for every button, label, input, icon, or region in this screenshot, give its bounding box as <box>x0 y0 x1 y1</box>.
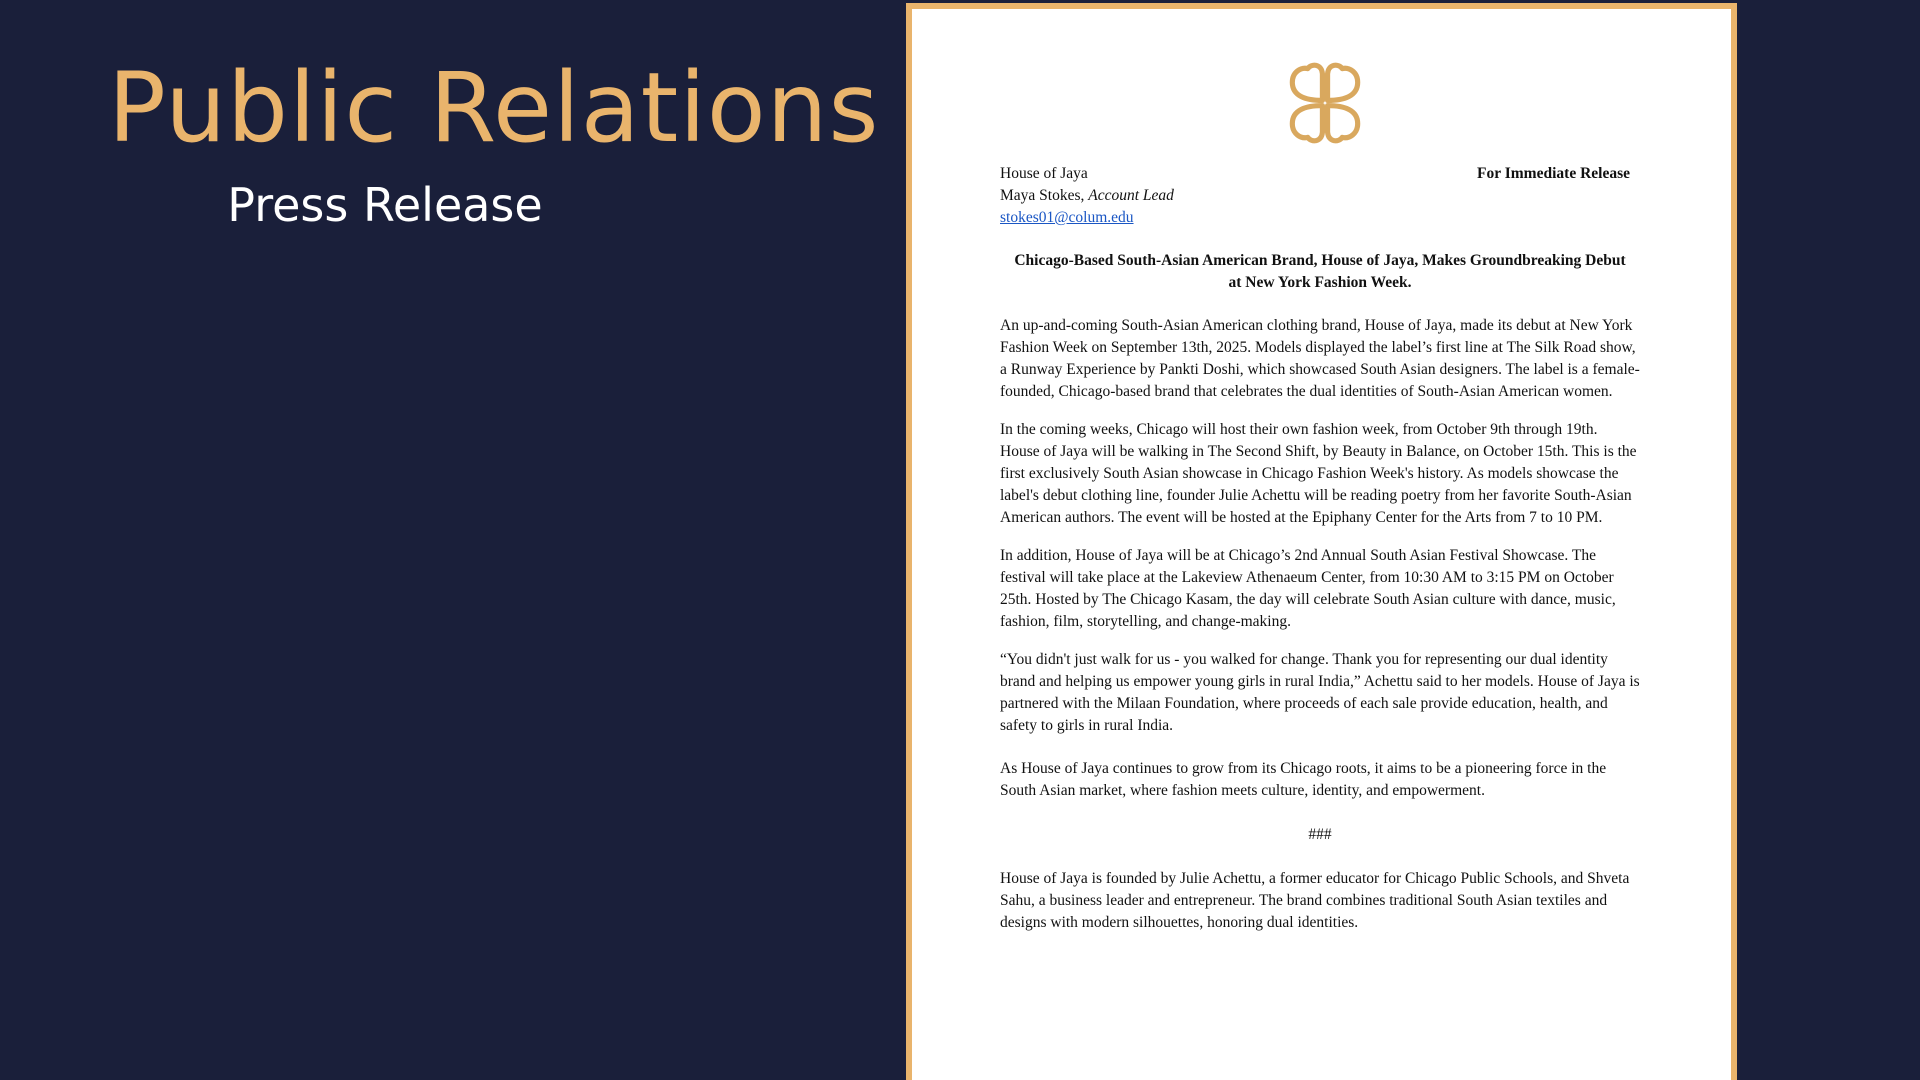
press-release-document <box>906 3 1737 1080</box>
body-paragraph: In addition, House of Jaya will be at Chicago’s 2nd Annual South Asian Festival Showcase. The festival will take place at the Lakeview Athenaeum Center, from 10:30 AM to 3:15 PM on October 25th. Hosted by The Chicago Kasam, the day will celebrate South Asian culture with dance, music, fashion, film, storytelling, and change-making. <box>1000 547 1616 630</box>
quatrefoil-heart-logo-icon <box>1282 60 1368 146</box>
body-paragraph: As House of Jaya continues to grow from its Chicago roots, it aims to be a pioneering force in the South Asian market, where fashion meets culture, identity, and empowerment. <box>1000 760 1607 799</box>
press-release-body <box>1000 163 1640 934</box>
contact-name: Maya Stokes, <box>1000 187 1089 204</box>
slide-title-panel <box>0 0 905 1080</box>
organization-name: House of Jaya <box>1000 165 1088 182</box>
body-paragraph: In the coming weeks, Chicago will host their own fashion week, from October 9th through 19th. House of Jaya will be walking in The Second Shift, by Beauty in Balance, on October 15th. This is the first exclusively South Asian showcase in Chicago Fashion Week's history. As models showcase the label's debut clothing line, founder Julie Achettu will be reading poetry from her favorite South-Asian American authors. The event will be hosted at the Epiphany Center for the Arts from 7 to 10 PM. <box>1000 421 1637 526</box>
about-paragraph: House of Jaya is founded by Julie Achettu, a former educator for Chicago Public Schools, and Shveta Sahu, a business leader and entrepreneur. The brand combines traditional South Asian textiles and designs with modern silhouettes, honoring dual identities. <box>1000 870 1630 931</box>
press-release-header <box>1000 163 1640 229</box>
end-separator: ### <box>1308 826 1332 843</box>
body-paragraph: An up-and-coming South-Asian American clothing brand, House of Jaya, made its debut at New York Fashion Week on September 13th, 2025. Models displayed the label’s first line at The Silk Road show, a Runway Experience by Pankti Doshi, which showcased South Asian designers. The label is a female-founded, Chicago-based brand that celebrates the dual identities of South-Asian American women. <box>1000 317 1640 400</box>
contact-line <box>1000 185 1640 207</box>
body-paragraph: “You didn't just walk for us - you walked for change. Thank you for representing our dual identity brand and helping us empower young girls in rural India,” Achettu said to her models. House of Jaya is partnered with the Milaan Foundation, where proceeds of each sale provide education, health, and safety to girls in rural India. <box>1000 651 1640 734</box>
slide-subtitle: Press Release <box>227 178 543 232</box>
slide-title: Public Relations <box>108 52 880 164</box>
contact-email-link[interactable]: stokes01@colum.edu <box>1000 209 1134 226</box>
release-tag: For Immediate Release <box>1477 165 1630 182</box>
contact-role: Account Lead <box>1088 187 1174 204</box>
press-release-headline: Chicago-Based South-Asian American Brand, House of Jaya, Makes Groundbreaking Debut at New York Fashion Week. <box>1014 252 1626 291</box>
